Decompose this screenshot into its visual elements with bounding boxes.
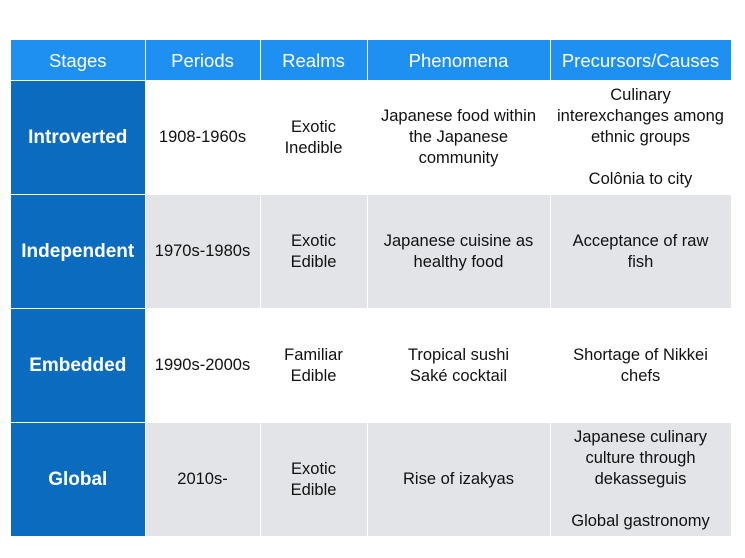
stages-table [11,40,732,537]
header-phenomena: Phenomena [367,40,550,81]
period-cell: 1990s-2000s [145,309,260,423]
realm-line: Edible [290,366,337,385]
causes-line: Japanese culinary [574,428,707,446]
causes-line: Culinary [610,86,671,104]
causes-line: Shortage of Nikkei [573,345,708,364]
period-cell: 1908-1960s [145,81,260,195]
phenomena-line: Japanese food within [380,107,537,125]
realm-line: Inedible [284,138,343,157]
stage-cell: Embedded [11,309,145,423]
causes-cell [550,195,731,309]
causes-cell [550,423,731,537]
causes-line: dekasseguis [594,470,687,488]
causes-line: Colônia to city [588,170,693,188]
causes-cell [550,81,731,195]
stage-cell: Independent [11,195,145,309]
phenomena-line: Tropical sushi [407,345,510,364]
stage-cell: Introverted [11,81,145,195]
causes-line: chefs [620,366,661,385]
realm-line: Edible [290,252,337,271]
phenomena-line: the Japanese [408,128,509,146]
phenomena-cell [367,81,550,195]
phenomena-line: healthy food [413,252,504,271]
table-row [11,423,731,537]
causes-gap [551,490,731,511]
phenomena-cell [367,423,550,537]
causes-gap [551,148,731,169]
table-row [11,309,731,423]
realm-line: Exotic [291,117,336,136]
header-periods: Periods [145,40,260,81]
header-precursors-causes: Precursors/Causes [550,40,731,81]
header-stages: Stages [11,40,145,81]
causes-line: fish [627,252,654,271]
phenomena-line: Rise of izakyas [403,470,514,488]
phenomena-cell [367,195,550,309]
causes-cell [550,309,731,423]
realm-line: Exotic [291,459,336,478]
stage-cell: Global [11,423,145,537]
realm-cell [260,423,367,537]
phenomena-cell [367,309,550,423]
realm-line: Exotic [291,231,336,250]
period-cell: 1970s-1980s [145,195,260,309]
causes-line: culture through [585,449,696,467]
realm-cell [260,195,367,309]
causes-line: interexchanges among [557,107,724,125]
realm-line: Edible [290,480,337,499]
realm-cell [260,309,367,423]
phenomena-line: Japanese cuisine as [383,231,534,250]
causes-line: Global gastronomy [571,512,710,530]
header-realms: Realms [260,40,367,81]
header-row [11,40,731,81]
phenomena-line: Saké cocktail [409,366,508,385]
table-row [11,81,731,195]
phenomena-line: community [418,149,499,167]
period-cell: 2010s- [145,423,260,537]
realm-line: Familiar [284,345,343,364]
causes-line: ethnic groups [590,128,691,146]
realm-cell [260,81,367,195]
table-row [11,195,731,309]
causes-line: Acceptance of raw [572,231,709,250]
